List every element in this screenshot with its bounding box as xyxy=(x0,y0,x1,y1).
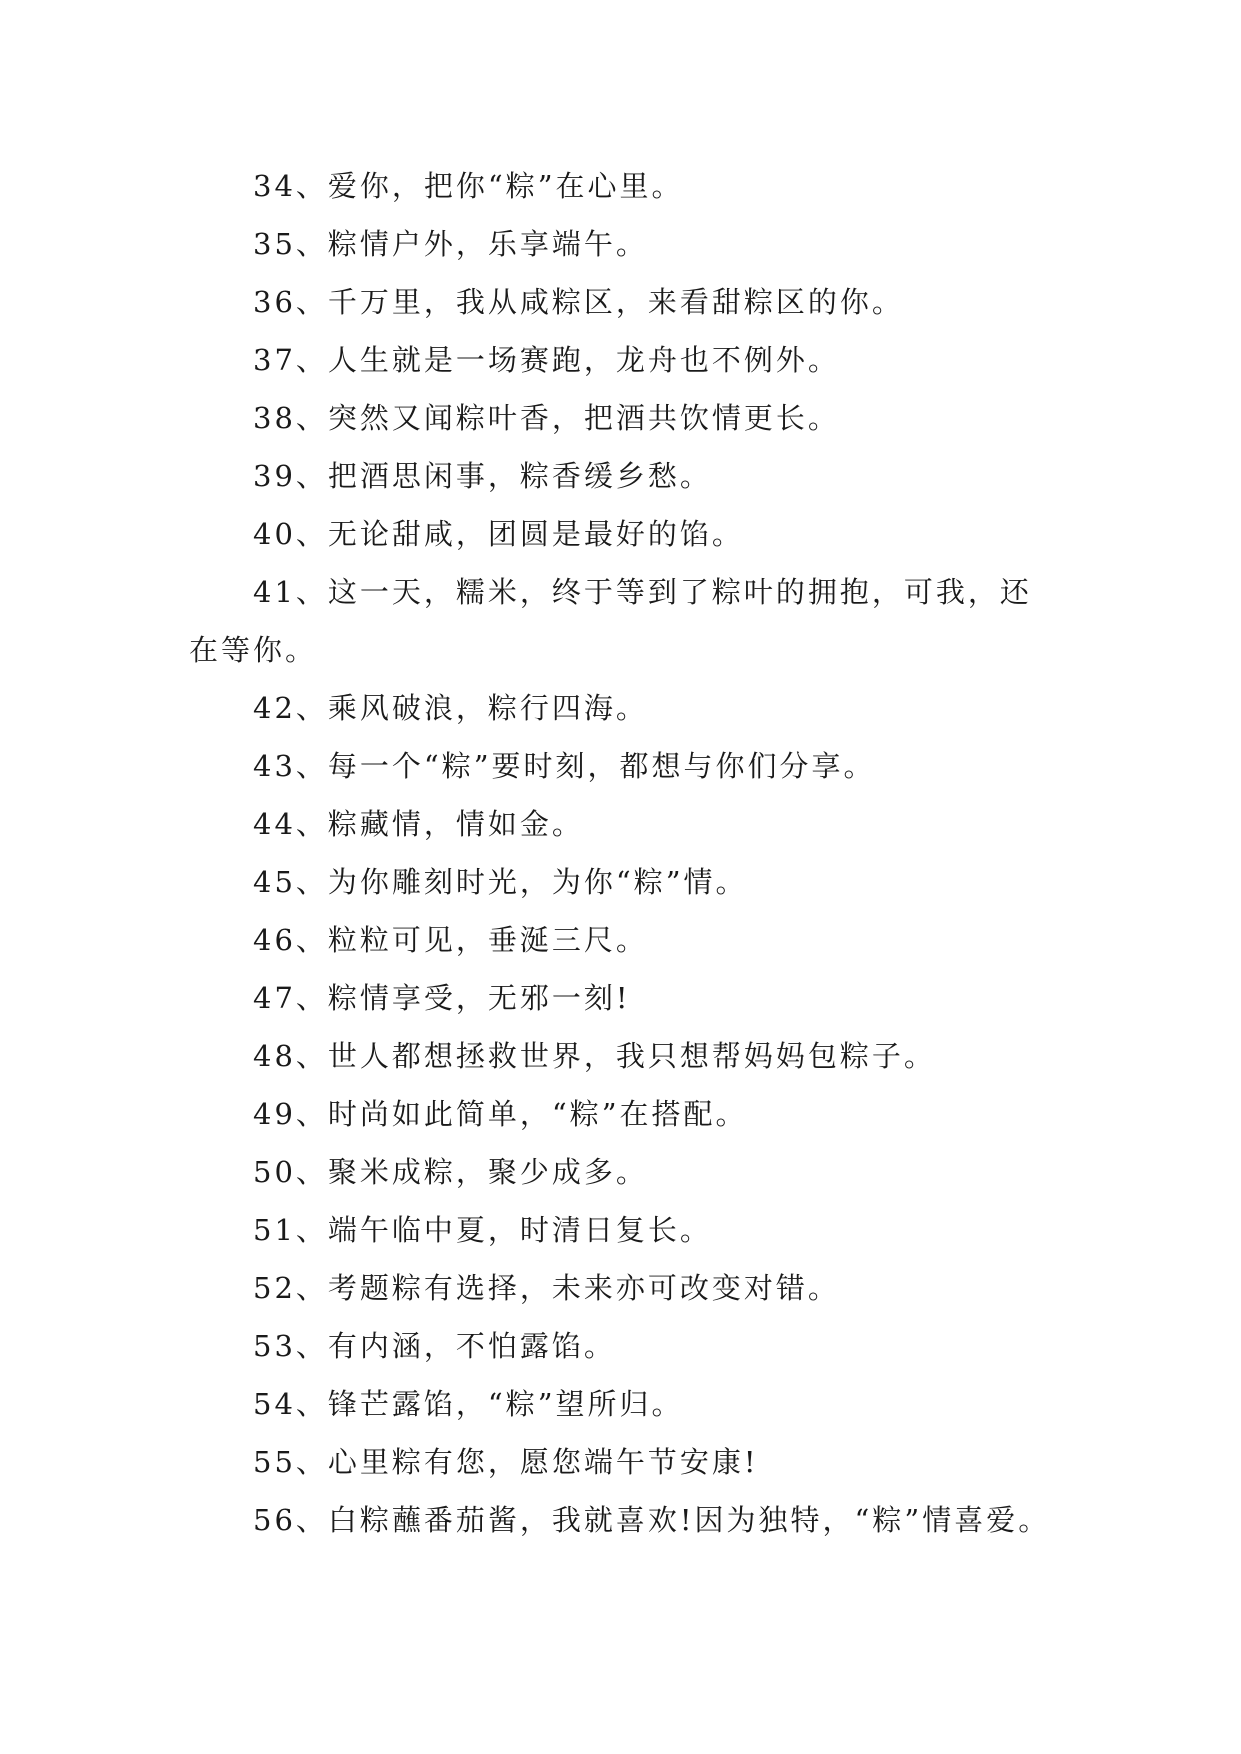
paragraph-line-46: 46、粒粒可见，垂涎三尺。 xyxy=(253,923,648,957)
paragraph-line-40: 40、无论甜咸，团圆是最好的馅。 xyxy=(253,517,744,551)
paragraph-line-41: 41、这一天，糯米，终于等到了粽叶的拥抱，可我，还在等你。 xyxy=(189,575,1032,667)
paragraph-line-42: 42、乘风破浪，粽行四海。 xyxy=(253,691,648,725)
paragraph-line-52: 52、考题粽有选择，未来亦可改变对错。 xyxy=(253,1271,840,1305)
paragraph-line-50: 50、聚米成粽，聚少成多。 xyxy=(253,1155,648,1189)
paragraph-line-37: 37、人生就是一场赛跑，龙舟也不例外。 xyxy=(253,343,840,377)
paragraph-line-54: 54、锋芒露馅，“粽”望所归。 xyxy=(253,1387,684,1421)
paragraph-line-35: 35、粽情户外，乐享端午。 xyxy=(253,227,648,261)
paragraph-line-39: 39、把酒思闲事，粽香缓乡愁。 xyxy=(253,459,712,493)
paragraph-line-38: 38、突然又闻粽叶香，把酒共饮情更长。 xyxy=(253,401,840,435)
paragraph-line-36: 36、千万里，我从咸粽区，来看甜粽区的你。 xyxy=(253,285,904,319)
paragraph-line-43: 43、每一个“粽”要时刻，都想与你们分享。 xyxy=(253,749,876,783)
document-body xyxy=(189,157,1051,1549)
paragraph-line-56: 56、白粽蘸番茄酱，我就喜欢!因为独特，“粽”情喜爱。 xyxy=(253,1503,1051,1537)
paragraph-line-47: 47、粽情享受，无邪一刻! xyxy=(253,981,631,1015)
paragraph-line-44: 44、粽藏情，情如金。 xyxy=(253,807,584,841)
paragraph-line-53: 53、有内涵，不怕露馅。 xyxy=(253,1329,616,1363)
paragraph-line-55: 55、心里粽有您，愿您端午节安康! xyxy=(253,1445,759,1479)
paragraph-line-49: 49、时尚如此简单，“粽”在搭配。 xyxy=(253,1097,748,1131)
paragraph-line-45: 45、为你雕刻时光，为你“粽”情。 xyxy=(253,865,748,899)
paragraph-line-48: 48、世人都想拯救世界，我只想帮妈妈包粽子。 xyxy=(253,1039,936,1073)
paragraph-line-51: 51、端午临中夏，时清日复长。 xyxy=(253,1213,712,1247)
paragraph-line-34: 34、爱你，把你“粽”在心里。 xyxy=(253,169,684,203)
